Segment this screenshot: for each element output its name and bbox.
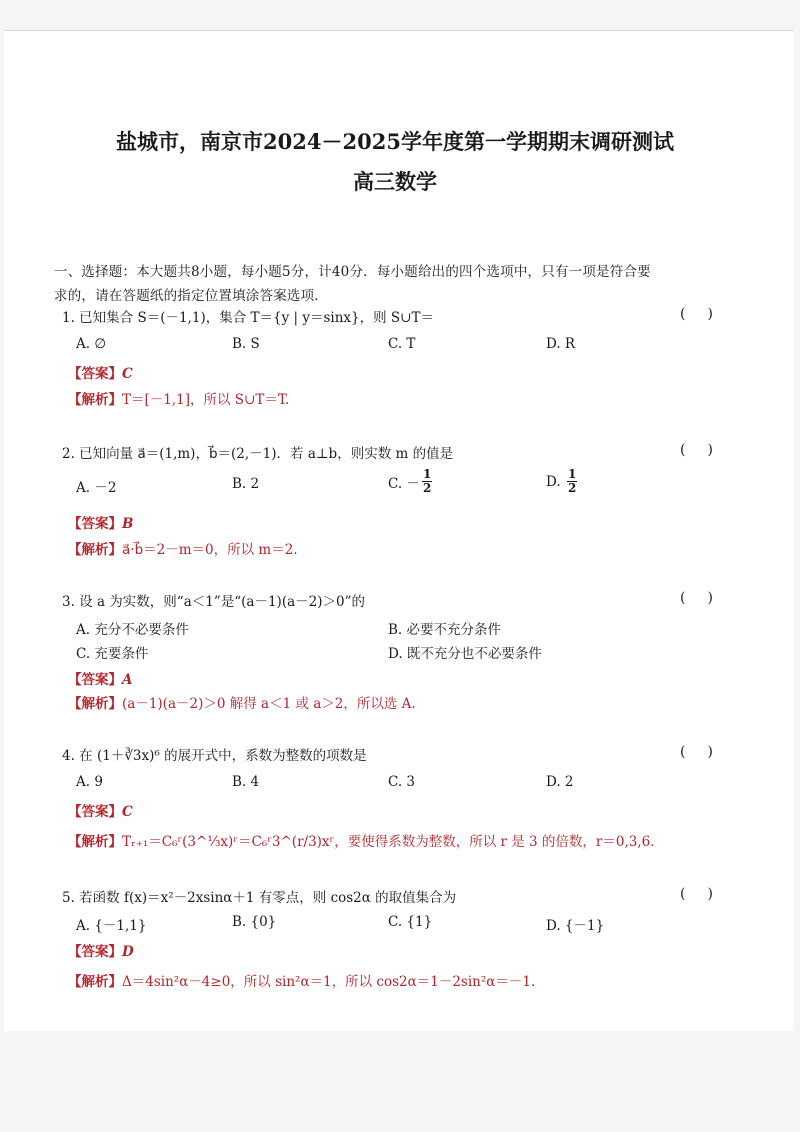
analysis-tag: 【解析】	[68, 542, 122, 558]
question-3-answer	[68, 668, 132, 688]
question-1-stem: 1. 已知集合 S＝(－1,1)，集合 T＝{y | y＝sinx}，则 S∪T＝	[62, 310, 434, 326]
question-4-analysis	[68, 830, 655, 850]
question-1-answer-paren: ()	[680, 306, 735, 322]
question-2-stem: 2. 已知向量 a⃗＝(1,m)，b⃗＝(2,－1)．若 a⊥b，则实数 m 的值是	[62, 446, 454, 462]
denominator: 2	[567, 481, 577, 495]
question-5-analysis	[68, 970, 535, 990]
question-5-answer	[68, 940, 134, 960]
question-5-option-a: A. {－1,1}	[76, 918, 147, 934]
question-2-option-a: A. －2	[76, 480, 117, 496]
question-1-option-b: B. S	[232, 336, 260, 352]
analysis-text: (a－1)(a－2)＞0 解得 a＜1 或 a＞2，所以选 A.	[122, 696, 416, 712]
answer-value: B	[122, 516, 134, 532]
analysis-tag: 【解析】	[68, 392, 122, 408]
question-3-option-a: A. 充分不必要条件	[76, 622, 189, 638]
analysis-tag: 【解析】	[68, 974, 122, 990]
question-5-stem: 5. 若函数 f(x)＝x²－2xsinα＋1 有零点，则 cos2α 的取值集合为	[62, 890, 457, 906]
question-5-option-b: B. {0}	[232, 914, 277, 930]
question-5-option-c: C. {1}	[388, 914, 433, 930]
question-1-option-d: D. R	[546, 336, 576, 352]
answer-tag: 【答案】	[68, 672, 122, 688]
question-5-answer-paren: ()	[680, 886, 735, 902]
question-2-analysis	[68, 538, 298, 558]
answer-value: A	[122, 672, 133, 688]
exam-title: 盐城市，南京市2024－2025学年度第一学期期末调研测试	[116, 129, 674, 154]
question-3-answer-paren: ()	[680, 590, 735, 606]
question-4-option-b: B. 4	[232, 774, 260, 790]
question-5-option-d: D. {－1}	[546, 918, 605, 934]
denominator: 2	[422, 481, 432, 495]
answer-tag: 【答案】	[68, 944, 122, 960]
answer-value: D	[122, 944, 134, 960]
question-1-answer	[68, 362, 133, 382]
question-3-option-c: C. 充要条件	[76, 646, 149, 662]
question-2-option-d	[546, 468, 577, 495]
question-1-option-a: A. ∅	[76, 336, 107, 352]
answer-value: C	[122, 804, 133, 820]
option-label: D.	[546, 473, 565, 490]
answer-value: C	[122, 366, 133, 382]
analysis-tag: 【解析】	[68, 834, 122, 850]
section-intro-line1: 一、选择题：本大题共8小题，每小题5分，计40分．每小题给出的四个选项中，只有一项是符合要	[54, 264, 651, 280]
answer-tag: 【答案】	[68, 804, 122, 820]
question-4-answer-paren: ()	[680, 744, 735, 760]
numerator: 1	[422, 467, 432, 481]
numerator: 1	[567, 467, 577, 481]
analysis-text: Tᵣ₊₁＝C₆ʳ(3^⅓x)ʳ＝C₆ʳ3^(r/3)xʳ，要使得系数为整数，所以 r 是 3 的倍数，r＝0,3,6.	[122, 834, 655, 850]
analysis-tag: 【解析】	[68, 696, 122, 712]
question-3-option-b: B. 必要不充分条件	[388, 622, 502, 638]
question-2-option-b: B. 2	[232, 476, 260, 492]
fraction	[422, 468, 432, 495]
exam-subtitle: 高三数学	[353, 169, 437, 194]
answer-tag: 【答案】	[68, 516, 122, 532]
question-1-option-c: C. T	[388, 336, 416, 352]
question-1-analysis	[68, 388, 289, 408]
question-2-option-c	[388, 468, 432, 495]
analysis-text: a⃗·b⃗＝2－m＝0，所以 m＝2.	[122, 542, 298, 558]
analysis-text: T＝[－1,1]，所以 S∪T＝T.	[122, 392, 290, 408]
question-4-answer	[68, 800, 133, 820]
question-2-answer	[68, 512, 133, 532]
question-2-answer-paren: ()	[680, 442, 735, 458]
question-3-option-d: D. 既不充分也不必要条件	[388, 646, 542, 662]
fraction	[567, 468, 577, 495]
question-4-stem: 4. 在 (1＋∛3x)⁶ 的展开式中，系数为整数的项数是	[62, 748, 367, 764]
option-label: C. －	[388, 475, 420, 492]
answer-tag: 【答案】	[68, 366, 122, 382]
question-4-option-c: C. 3	[388, 774, 416, 790]
question-4-option-d: D. 2	[546, 774, 574, 790]
analysis-text: Δ＝4sin²α－4≥0，所以 sin²α＝1，所以 cos2α＝1－2sin²α＝－1.	[122, 974, 536, 990]
section-intro-line2: 求的，请在答题纸的指定位置填涂答案选项．	[54, 288, 328, 304]
question-3-stem: 3. 设 a 为实数，则“a＜1”是“(a－1)(a－2)＞0”的	[62, 594, 365, 610]
question-3-analysis	[68, 692, 416, 712]
question-4-option-a: A. 9	[76, 774, 103, 790]
